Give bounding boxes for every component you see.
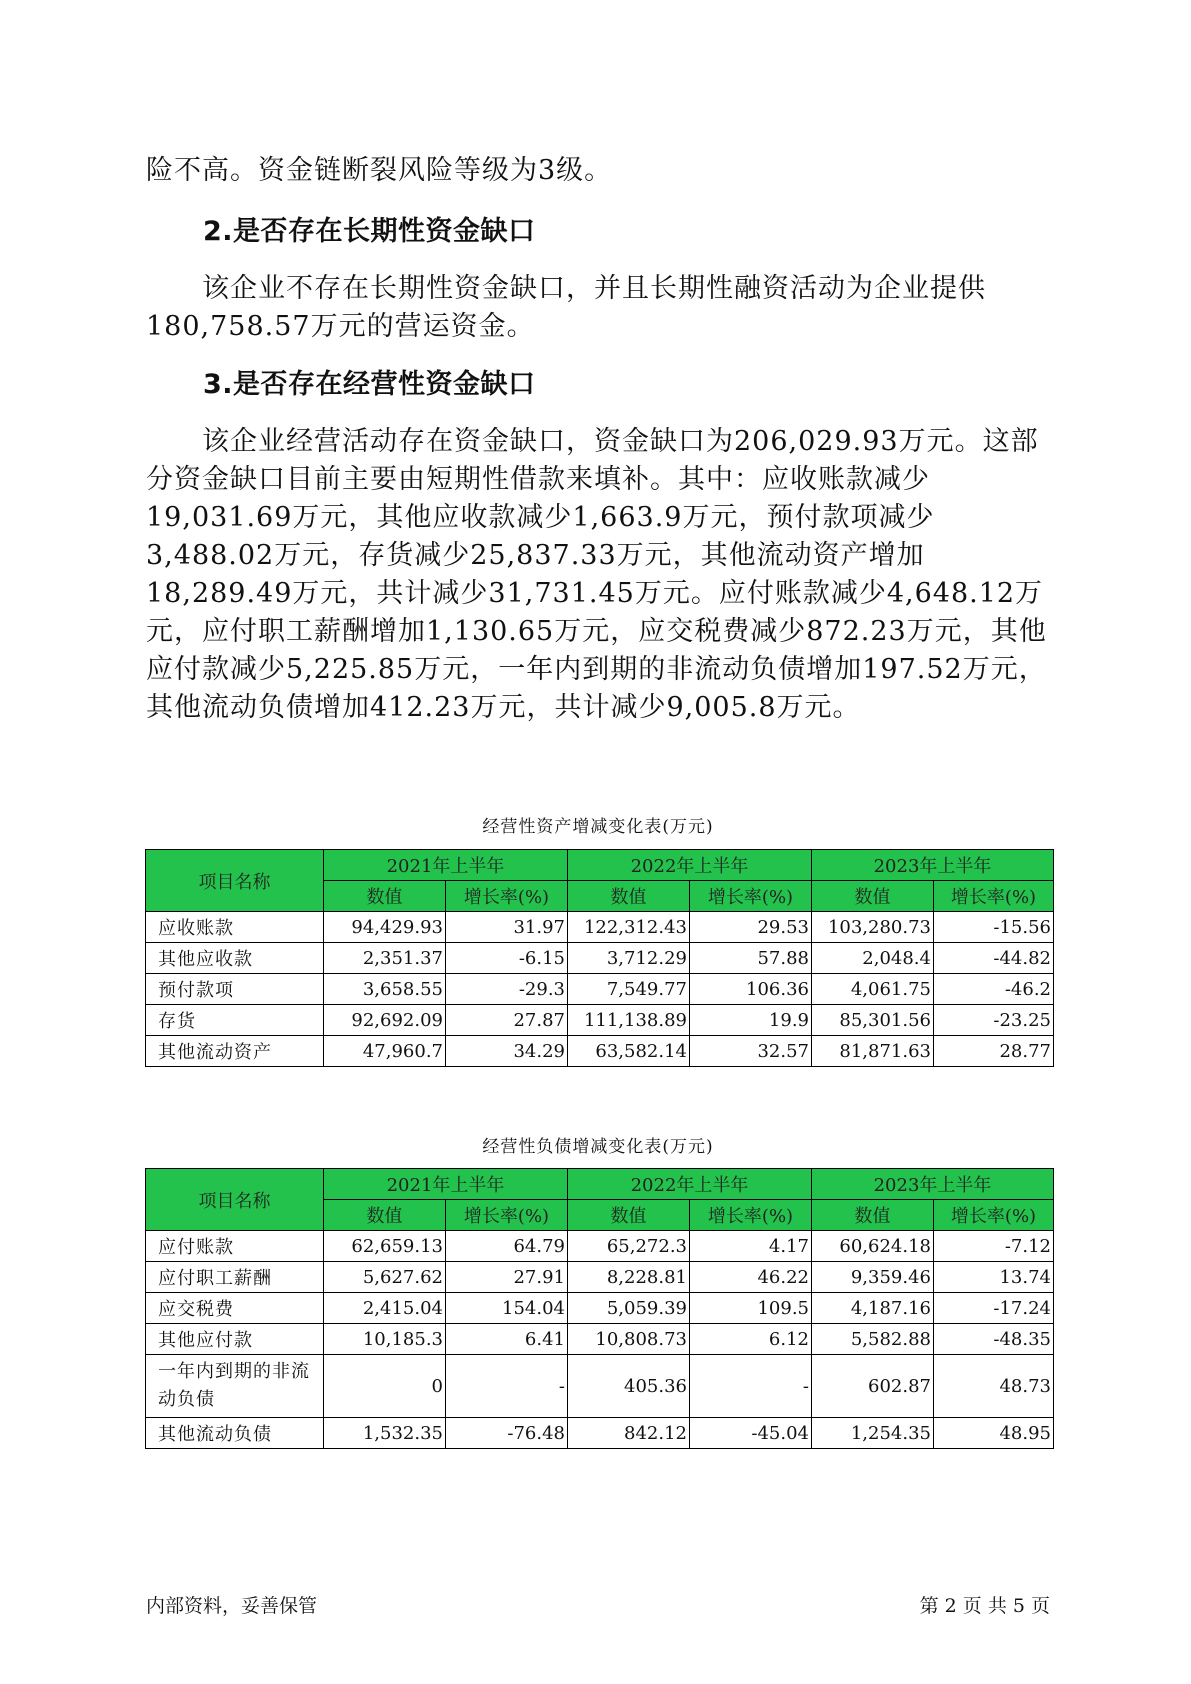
- header-period-2021: 2021年上半年: [324, 850, 568, 881]
- header-period-2022: 2022年上半年: [568, 1169, 812, 1200]
- cell-value: 5,582.88: [812, 1324, 934, 1355]
- paragraph-operating-gap: 该企业经营活动存在资金缺口，资金缺口为206,029.93万元。这部分资金缺口目前主要由短期性借款来填补。其中：应收账款减少19,031.69万元，其他应收款减少1,663.9万元，预付款项减少3,488.02万元，存货减少25,837.33万元，其他流动资产增加18,289.49万元，共计减少31,731.45万元。应付账款减少4,648.12万元，应付职工薪酬增加1,130.65万元，应交税费减少872.23万元，其他应付款减少5,225.85万元，一年内到期的非流动负债增加197.52万元，其他流动负债增加412.23万元，共计减少9,005.8万元。: [146, 426, 1047, 723]
- table-row: [146, 974, 1054, 1005]
- assets-table-caption: 经营性资产增减变化表(万元): [482, 817, 714, 837]
- table-row: [146, 1005, 1054, 1036]
- cell-growth: 46.22: [690, 1262, 812, 1293]
- table-row: [146, 1324, 1054, 1355]
- header-value: 数值: [324, 1200, 446, 1231]
- cell-growth: 31.97: [446, 912, 568, 943]
- header-item-name: 项目名称: [146, 850, 324, 912]
- table-row: [146, 1418, 1054, 1449]
- row-name: 其他应收款: [146, 943, 324, 974]
- cell-growth: -46.2: [934, 974, 1054, 1005]
- cell-growth: -23.25: [934, 1005, 1054, 1036]
- heading-operating-gap: 3.是否存在经营性资金缺口: [203, 369, 536, 400]
- cell-value: 3,658.55: [324, 974, 446, 1005]
- table-row: [146, 943, 1054, 974]
- cell-value: 8,228.81: [568, 1262, 690, 1293]
- header-period-2023: 2023年上半年: [812, 850, 1054, 881]
- cell-value: 7,549.77: [568, 974, 690, 1005]
- cell-value: 0: [324, 1355, 446, 1418]
- row-name: 其他流动负债: [146, 1418, 324, 1449]
- cell-value: 9,359.46: [812, 1262, 934, 1293]
- cell-value: 62,659.13: [324, 1231, 446, 1262]
- table-row: [146, 1355, 1054, 1418]
- cell-growth: 13.74: [934, 1262, 1054, 1293]
- row-name: 一年内到期的非流动负债: [146, 1355, 324, 1418]
- header-value: 数值: [812, 881, 934, 912]
- header-value: 数值: [568, 881, 690, 912]
- cell-growth: 32.57: [690, 1036, 812, 1067]
- liabilities-table: [145, 1168, 1054, 1449]
- cell-growth: 109.5: [690, 1293, 812, 1324]
- cell-value: 3,712.29: [568, 943, 690, 974]
- cell-value: 1,532.35: [324, 1418, 446, 1449]
- cell-growth: 27.87: [446, 1005, 568, 1036]
- header-growth: 增长率(%): [446, 881, 568, 912]
- header-period-2023: 2023年上半年: [812, 1169, 1054, 1200]
- cell-growth: 27.91: [446, 1262, 568, 1293]
- header-item-name: 项目名称: [146, 1169, 324, 1231]
- row-name: 其他应付款: [146, 1324, 324, 1355]
- cell-value: 85,301.56: [812, 1005, 934, 1036]
- row-name: 预付款项: [146, 974, 324, 1005]
- cell-value: 5,627.62: [324, 1262, 446, 1293]
- cell-growth: 19.9: [690, 1005, 812, 1036]
- cell-value: 842.12: [568, 1418, 690, 1449]
- header-growth: 增长率(%): [690, 881, 812, 912]
- cell-growth: -44.82: [934, 943, 1054, 974]
- cell-value: 65,272.3: [568, 1231, 690, 1262]
- paragraph-long-term-gap: 该企业不存在长期性资金缺口，并且长期性融资活动为企业提供180,758.57万元的营运资金。: [146, 273, 986, 342]
- row-name: 其他流动资产: [146, 1036, 324, 1067]
- cell-growth: 4.17: [690, 1231, 812, 1262]
- cell-value: 4,187.16: [812, 1293, 934, 1324]
- header-value: 数值: [324, 881, 446, 912]
- cell-growth: -48.35: [934, 1324, 1054, 1355]
- cell-growth: -15.56: [934, 912, 1054, 943]
- cell-value: 2,048.4: [812, 943, 934, 974]
- cell-growth: -7.12: [934, 1231, 1054, 1262]
- cell-value: 60,624.18: [812, 1231, 934, 1262]
- cell-growth: 154.04: [446, 1293, 568, 1324]
- cell-growth: 57.88: [690, 943, 812, 974]
- table-row: [146, 1293, 1054, 1324]
- cell-value: 2,415.04: [324, 1293, 446, 1324]
- heading-long-term-gap: 2.是否存在长期性资金缺口: [203, 216, 536, 247]
- assets-table: [145, 849, 1054, 1067]
- cell-growth: 6.41: [446, 1324, 568, 1355]
- header-period-2021: 2021年上半年: [324, 1169, 568, 1200]
- cell-growth: -29.3: [446, 974, 568, 1005]
- table-row: [146, 1231, 1054, 1262]
- cell-value: 122,312.43: [568, 912, 690, 943]
- liabilities-table-caption: 经营性负债增减变化表(万元): [482, 1137, 714, 1157]
- row-name: 应付账款: [146, 1231, 324, 1262]
- cell-value: 4,061.75: [812, 974, 934, 1005]
- table-row: [146, 1036, 1054, 1067]
- row-name: 应收账款: [146, 912, 324, 943]
- cell-value: 10,808.73: [568, 1324, 690, 1355]
- cell-value: 602.87: [812, 1355, 934, 1418]
- header-growth: 增长率(%): [446, 1200, 568, 1231]
- header-value: 数值: [568, 1200, 690, 1231]
- cell-growth: 64.79: [446, 1231, 568, 1262]
- cell-value: 92,692.09: [324, 1005, 446, 1036]
- cell-growth: -: [690, 1355, 812, 1418]
- header-value: 数值: [812, 1200, 934, 1231]
- row-name: 存货: [146, 1005, 324, 1036]
- cell-value: 47,960.7: [324, 1036, 446, 1067]
- cell-growth: 106.36: [690, 974, 812, 1005]
- cell-growth: 28.77: [934, 1036, 1054, 1067]
- row-name: 应付职工薪酬: [146, 1262, 324, 1293]
- footer-confidential-note: 内部资料，妥善保管: [146, 1595, 318, 1617]
- cell-value: 10,185.3: [324, 1324, 446, 1355]
- cell-value: 94,429.93: [324, 912, 446, 943]
- table-row: [146, 912, 1054, 943]
- header-growth: 增长率(%): [934, 1200, 1054, 1231]
- cell-value: 2,351.37: [324, 943, 446, 974]
- cell-growth: -76.48: [446, 1418, 568, 1449]
- header-growth: 增长率(%): [934, 881, 1054, 912]
- table-row: [146, 1262, 1054, 1293]
- cell-value: 1,254.35: [812, 1418, 934, 1449]
- cell-value: 103,280.73: [812, 912, 934, 943]
- cell-growth: 29.53: [690, 912, 812, 943]
- cell-growth: 48.95: [934, 1418, 1054, 1449]
- cell-growth: -: [446, 1355, 568, 1418]
- cell-growth: 34.29: [446, 1036, 568, 1067]
- cell-growth: 48.73: [934, 1355, 1054, 1418]
- cell-growth: 6.12: [690, 1324, 812, 1355]
- cell-growth: -17.24: [934, 1293, 1054, 1324]
- row-name: 应交税费: [146, 1293, 324, 1324]
- paragraph-intro-tail: 险不高。资金链断裂风险等级为3级。: [146, 155, 613, 186]
- cell-value: 63,582.14: [568, 1036, 690, 1067]
- header-period-2022: 2022年上半年: [568, 850, 812, 881]
- cell-growth: -45.04: [690, 1418, 812, 1449]
- footer-page-number: 第 2 页 共 5 页: [919, 1595, 1050, 1617]
- cell-value: 405.36: [568, 1355, 690, 1418]
- cell-value: 81,871.63: [812, 1036, 934, 1067]
- header-growth: 增长率(%): [690, 1200, 812, 1231]
- cell-value: 5,059.39: [568, 1293, 690, 1324]
- cell-growth: -6.15: [446, 943, 568, 974]
- cell-value: 111,138.89: [568, 1005, 690, 1036]
